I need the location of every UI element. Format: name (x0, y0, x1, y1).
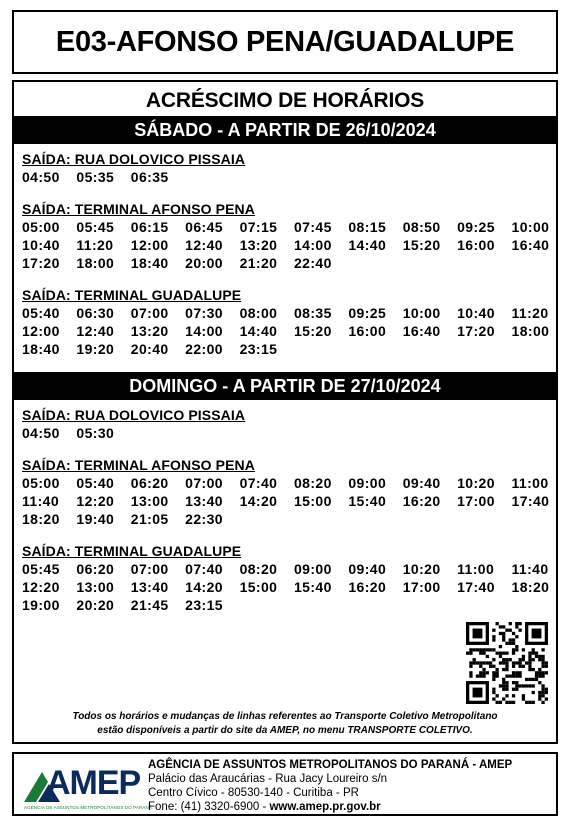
day-band: DOMINGO - A PARTIR DE 27/10/2024 (14, 372, 556, 400)
departure-time: 16:00 (457, 237, 495, 253)
departure-time: 17:00 (402, 579, 441, 595)
departure-time: 18:40 (22, 341, 60, 357)
departure-label: SAÍDA: RUA DOLOVICO PISSAIA (22, 407, 246, 423)
departure-time: 22:00 (185, 341, 223, 357)
departure-group (22, 542, 556, 614)
departure-time: 18:40 (130, 255, 169, 271)
departure-time: 12:20 (22, 579, 60, 595)
departure-time: 06:30 (76, 305, 115, 321)
times-grid (22, 218, 556, 272)
departure-time: 15:40 (348, 493, 387, 509)
agency-name: AGÊNCIA DE ASSUNTOS METROPOLITANOS DO PARANÁ - AMEP (148, 759, 513, 771)
departure-time: 06:20 (76, 561, 115, 577)
departure-time: 09:00 (293, 561, 332, 577)
times-grid (22, 168, 556, 186)
day-band: SÁBADO - A PARTIR DE 26/10/2024 (14, 116, 556, 144)
departure-time: 09:25 (348, 305, 387, 321)
departure-time: 10:00 (402, 305, 441, 321)
departure-time: 06:45 (185, 219, 223, 235)
departure-time: 17:40 (457, 579, 495, 595)
departure-group (22, 456, 556, 528)
departure-time: 17:00 (457, 493, 495, 509)
departure-time: 13:00 (76, 579, 115, 595)
departure-time: 12:00 (130, 237, 169, 253)
logo-wordmark: AMEP (46, 764, 141, 802)
departure-time: 19:40 (76, 511, 115, 527)
departure-time: 20:40 (130, 341, 169, 357)
departure-time: 19:00 (22, 597, 60, 613)
departure-time: 18:20 (511, 579, 550, 595)
departure-time: 11:40 (511, 561, 549, 577)
departure-time: 14:20 (185, 579, 223, 595)
departure-time: 07:00 (130, 305, 169, 321)
departure-time: 15:00 (239, 579, 278, 595)
departure-time: 23:15 (185, 597, 223, 613)
page-title: E03-AFONSO PENA/GUADALUPE (55, 25, 515, 58)
departure-time: 12:00 (22, 323, 60, 339)
schedule-box (12, 80, 558, 744)
departure-time: 10:20 (402, 561, 441, 577)
departure-time: 12:40 (185, 237, 223, 253)
departure-time: 07:40 (239, 475, 278, 491)
departure-time: 16:20 (348, 579, 387, 595)
departure-time: 09:25 (457, 219, 495, 235)
departure-time: 05:40 (76, 475, 115, 491)
schedule-sections (14, 116, 556, 614)
departure-time: 11:00 (457, 561, 495, 577)
departure-time: 21:05 (130, 511, 169, 527)
logo-subtext: AGÊNCIA DE ASSUNTOS METROPOLITANOS DO PARANÁ (24, 805, 152, 810)
departure-time: 18:00 (76, 255, 115, 271)
departure-time: 12:20 (76, 493, 115, 509)
departure-time: 17:20 (457, 323, 495, 339)
departure-time: 23:15 (239, 341, 278, 357)
departure-time: 06:15 (130, 219, 169, 235)
day-section (14, 144, 556, 358)
departure-time: 14:00 (185, 323, 223, 339)
departure-time: 05:45 (76, 219, 115, 235)
address-line-2: Centro Cívico - 80530-140 - Curitiba - PR (148, 787, 359, 799)
departure-label: SAÍDA: TERMINAL GUADALUPE (22, 543, 242, 559)
times-grid (22, 474, 556, 528)
notice-line-2: estão disponíveis a partir do site da AMEP, no menu TRANSPORTE COLETIVO. (97, 725, 473, 736)
departure-time: 08:50 (402, 219, 441, 235)
footer (12, 752, 558, 816)
departure-time: 05:00 (22, 219, 60, 235)
amep-logo (22, 764, 152, 812)
times-grid (22, 304, 556, 358)
departure-time: 04:50 (22, 425, 60, 441)
departure-time: 22:40 (293, 255, 332, 271)
departure-time: 11:40 (22, 493, 60, 509)
departure-time: 11:20 (76, 237, 114, 253)
departure-label: SAÍDA: RUA DOLOVICO PISSAIA (22, 151, 246, 167)
times-grid (22, 424, 556, 442)
schedule-title: ACRÉSCIMO DE HORÁRIOS (145, 89, 425, 112)
departure-time: 05:00 (22, 475, 60, 491)
departure-time: 17:40 (511, 493, 550, 509)
departure-time: 15:20 (293, 323, 332, 339)
departure-time: 08:20 (293, 475, 332, 491)
departure-time: 08:15 (348, 219, 387, 235)
notice-line-1: Todos os horários e mudanças de linhas referentes ao Transporte Coletivo Metropolitano (72, 711, 498, 722)
departure-group (22, 200, 556, 272)
departure-time: 13:20 (130, 323, 169, 339)
departure-time: 08:00 (239, 305, 278, 321)
day-section (14, 400, 556, 614)
departure-time: 14:40 (348, 237, 387, 253)
departure-time: 09:40 (348, 561, 387, 577)
departure-time: 15:20 (402, 237, 441, 253)
departure-time: 07:40 (185, 561, 223, 577)
departure-time: 06:20 (130, 475, 169, 491)
departure-time: 15:00 (293, 493, 332, 509)
phone: Fone: (41) 3320-6900 - (148, 801, 270, 813)
departure-time: 05:40 (22, 305, 60, 321)
departure-time: 22:30 (185, 511, 223, 527)
departure-time: 13:40 (185, 493, 223, 509)
departure-time: 21:45 (130, 597, 169, 613)
departure-time: 10:40 (457, 305, 495, 321)
departure-time: 07:00 (185, 475, 223, 491)
departure-time: 10:40 (22, 237, 60, 253)
departure-time: 07:00 (130, 561, 169, 577)
departure-time: 14:40 (239, 323, 278, 339)
title-box (12, 10, 558, 74)
departure-group (22, 150, 556, 186)
departure-time: 04:50 (22, 169, 60, 185)
departure-time: 05:45 (22, 561, 60, 577)
departure-time: 10:20 (457, 475, 495, 491)
departure-group (22, 286, 556, 358)
departure-time: 07:30 (185, 305, 223, 321)
notice (14, 710, 556, 738)
footer-contact (148, 758, 512, 814)
departure-time: 11:20 (511, 305, 549, 321)
departure-time: 16:00 (348, 323, 387, 339)
departure-time: 21:20 (239, 255, 278, 271)
departure-time: 18:00 (511, 323, 550, 339)
phone-line (148, 800, 512, 814)
departure-group (22, 406, 556, 442)
departure-time: 06:35 (130, 169, 169, 185)
times-grid (22, 560, 556, 614)
departure-time: 12:40 (76, 323, 115, 339)
departure-time: 20:00 (185, 255, 223, 271)
departure-time: 09:40 (402, 475, 441, 491)
departure-time: 07:45 (293, 219, 332, 235)
departure-time: 16:40 (511, 237, 550, 253)
departure-time: 13:00 (130, 493, 169, 509)
departure-time: 13:20 (239, 237, 278, 253)
departure-label: SAÍDA: TERMINAL GUADALUPE (22, 287, 242, 303)
website-link[interactable]: www.amep.pr.gov.br (269, 801, 381, 813)
departure-time: 09:00 (348, 475, 387, 491)
departure-label: SAÍDA: TERMINAL AFONSO PENA (22, 201, 255, 217)
departure-time: 07:15 (239, 219, 278, 235)
address-line-1: Palácio das Araucárias - Rua Jacy Loureiro s/n (148, 773, 388, 785)
departure-time: 18:20 (22, 511, 60, 527)
departure-label: SAÍDA: TERMINAL AFONSO PENA (22, 457, 255, 473)
departure-time: 16:20 (402, 493, 441, 509)
departure-time: 08:20 (239, 561, 278, 577)
departure-time: 05:35 (76, 169, 115, 185)
departure-time: 14:20 (239, 493, 278, 509)
departure-time: 11:00 (511, 475, 549, 491)
departure-time: 15:40 (293, 579, 332, 595)
departure-time: 13:40 (130, 579, 169, 595)
departure-time: 16:40 (402, 323, 441, 339)
departure-time: 05:30 (76, 425, 115, 441)
departure-time: 14:00 (293, 237, 332, 253)
departure-time: 17:20 (22, 255, 60, 271)
qr-code (466, 622, 548, 704)
departure-time: 10:00 (511, 219, 550, 235)
departure-time: 08:35 (293, 305, 332, 321)
departure-time: 20:20 (76, 597, 115, 613)
departure-time: 19:20 (76, 341, 115, 357)
